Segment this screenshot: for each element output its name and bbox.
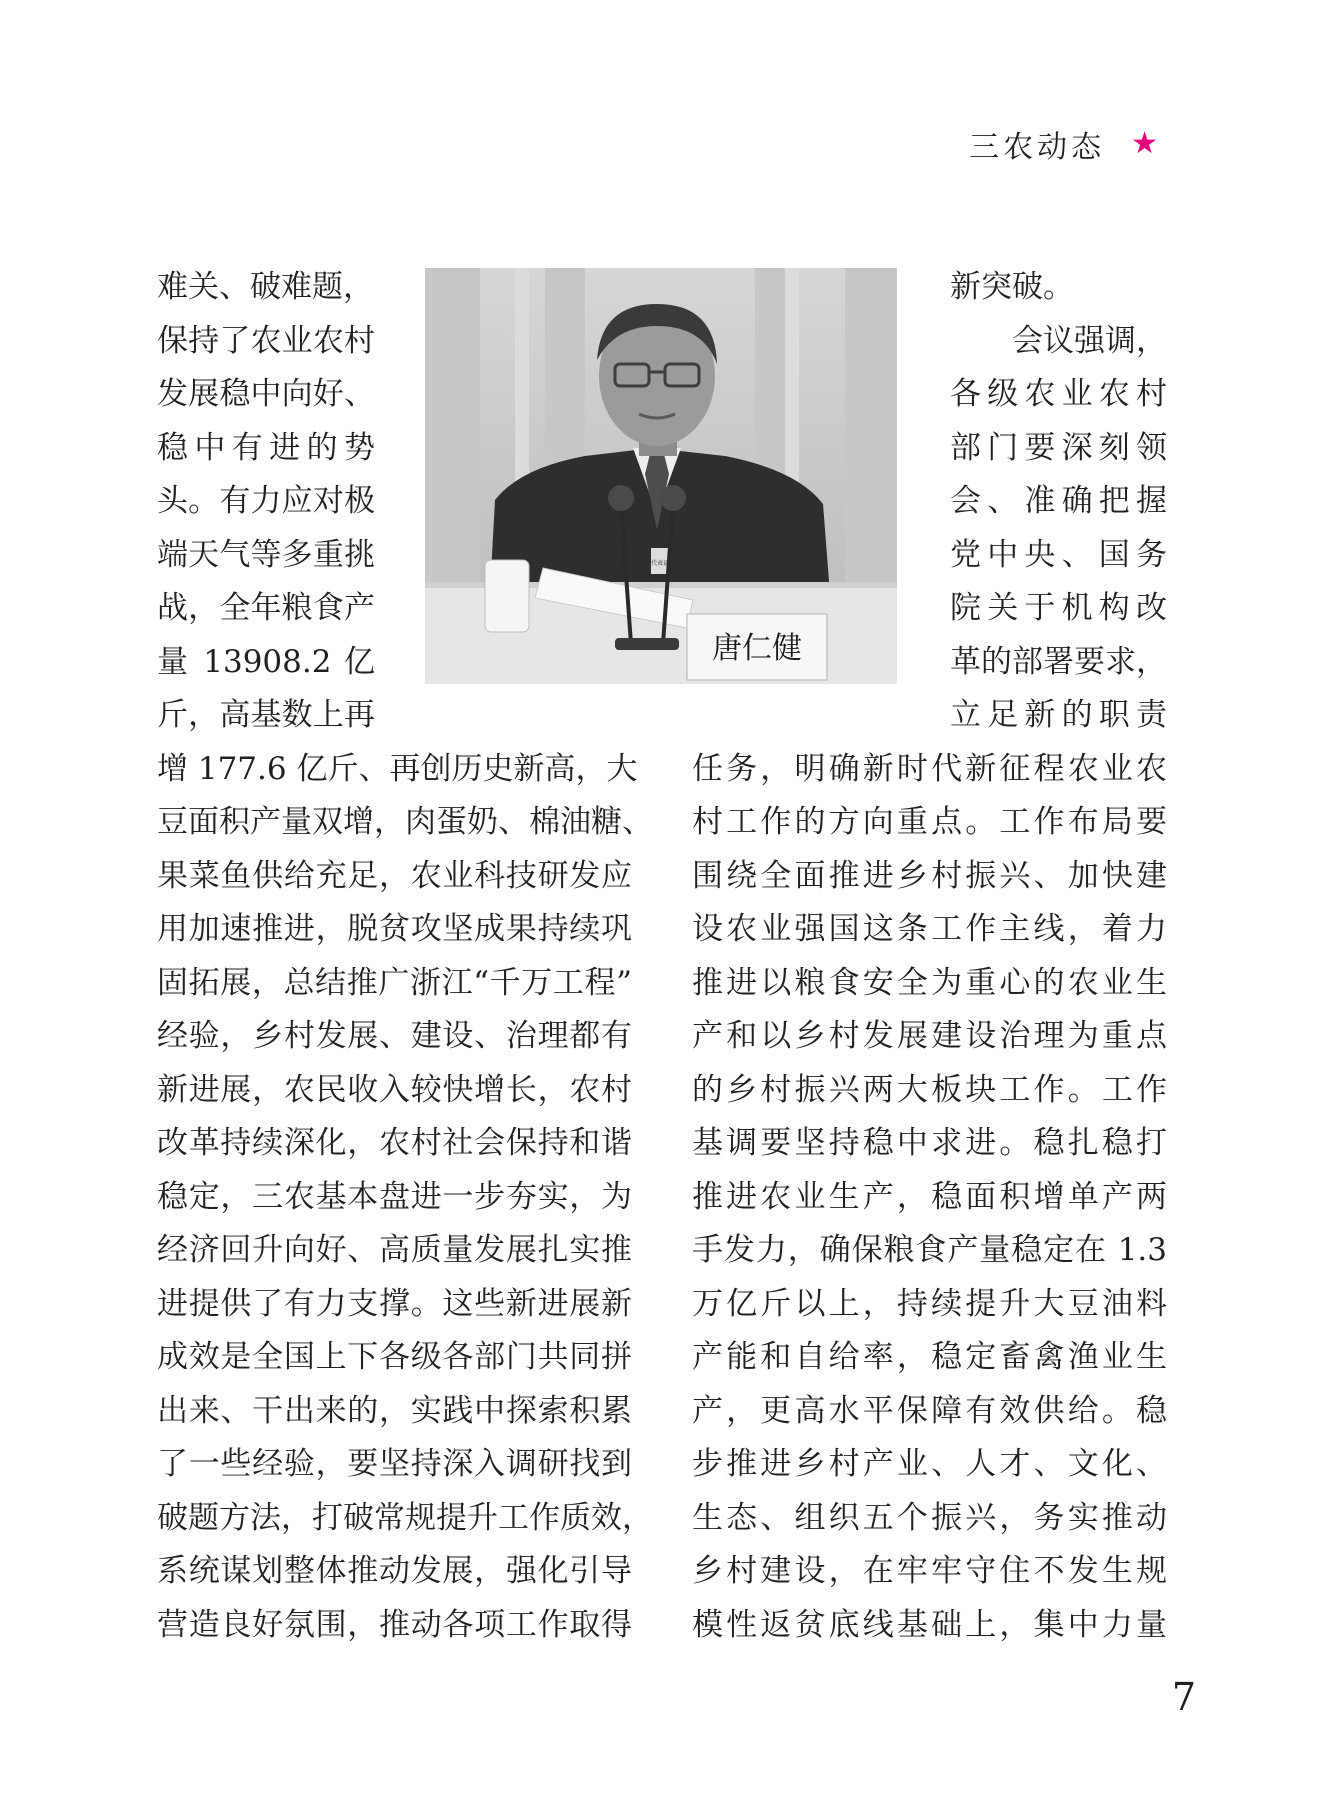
text-line: 生态、组织五个振兴，务实推动: [692, 1499, 1167, 1536]
text-line: 立足新的职责: [950, 697, 1167, 733]
text-line: 手发力，确保粮食产量稳定在 1.3: [692, 1232, 1167, 1268]
text-line: 推进以粮食安全为重心的农业生: [692, 964, 1167, 1001]
text-line: 系统谋划整体推动发展，强化引导: [157, 1553, 632, 1589]
text-line: 了一些经验，要坚持深入调研找到: [157, 1446, 632, 1482]
tea-cup: [485, 560, 529, 632]
text-line: 增 177.6 亿斤、再创历史新高，大: [157, 750, 638, 787]
badge-text: 代表证: [650, 560, 670, 567]
text-line: 产能和自给率，稳定畜禽渔业生: [692, 1339, 1167, 1375]
microphone-base: [615, 638, 679, 650]
text-line: 会议强调，: [1012, 322, 1167, 359]
text-line: 任务，明确新时代新征程农业农: [692, 750, 1167, 787]
text-line: 破题方法，打破常规提升工作质效，: [157, 1499, 653, 1536]
text-line: 会、准确把握: [950, 483, 1167, 519]
text-line: 头。有力应对极: [157, 483, 375, 519]
text-line: 经济回升向好、高质量发展扎实推: [157, 1232, 632, 1268]
text-line: 稳定，三农基本盘进一步夯实，为: [157, 1178, 632, 1215]
text-line: 步推进乡村产业、人才、文化、: [692, 1446, 1167, 1482]
text-line: 各级农业农村: [950, 376, 1167, 412]
text-line: 产和以乡村发展建设治理为重点: [692, 1018, 1167, 1054]
text-line: 经验，乡村发展、建设、治理都有: [157, 1018, 632, 1054]
text-line: 部门要深刻领: [950, 429, 1167, 466]
text-line: 院关于机构改: [950, 590, 1167, 626]
running-header: [969, 122, 1158, 166]
text-line: 斤，高基数上再: [157, 697, 375, 733]
text-line: 改革持续深化，农村社会保持和谐: [157, 1125, 632, 1161]
star-icon: ★: [1131, 126, 1158, 161]
text-line: 发展稳中向好、: [157, 376, 375, 412]
text-line: 设农业强国这条工作主线，着力: [692, 911, 1167, 947]
text-line: 万亿斤以上，持续提升大豆油料: [692, 1285, 1167, 1322]
nameplate-text: 唐仁健: [712, 631, 802, 666]
text-line: 产，更高水平保障有效供给。稳: [692, 1392, 1167, 1429]
text-line: 难关、破难题，: [157, 269, 374, 305]
text-line: 营造良好氛围，推动各项工作取得: [157, 1606, 632, 1643]
text-line: 党中央、国务: [950, 536, 1167, 573]
text-line: 村工作的方向重点。工作布局要: [692, 804, 1167, 840]
text-line: 豆面积产量双增，肉蛋奶、棉油糖、: [157, 804, 653, 840]
photo-illustration: [425, 268, 897, 684]
text-line: 端天气等多重挑: [157, 536, 375, 573]
page-number: 7: [1171, 1675, 1196, 1719]
text-line: 进提供了有力支撑。这些新进展新: [157, 1285, 632, 1322]
text-line: 用加速推进，脱贫攻坚成果持续巩: [157, 911, 632, 947]
text-line: 推进农业生产，稳面积增单产两: [692, 1178, 1167, 1215]
text-line: 的乡村振兴两大板块工作。工作: [692, 1071, 1167, 1108]
text-line: 保持了农业农村: [157, 322, 375, 359]
text-line: 稳中有进的势: [157, 429, 375, 466]
meeting-photo: [425, 268, 897, 684]
section-title: 三农动态: [969, 130, 1106, 165]
text-line: 固拓展，总结推广浙江“千万工程”: [157, 964, 632, 1001]
text-line: 基调要坚持稳中求进。稳扎稳打: [692, 1125, 1167, 1161]
text-line: 模性返贫底线基础上，集中力量: [692, 1606, 1167, 1643]
microphone-head-right: [660, 485, 686, 511]
text-line: 新进展，农民收入较快增长，农村: [157, 1071, 632, 1108]
text-line: 乡村建设，在牢牢守住不发生规: [692, 1553, 1167, 1589]
text-line: 战，全年粮食产: [157, 590, 375, 626]
text-line: 出来、干出来的，实践中探索积累: [157, 1392, 632, 1429]
text-line: 成效是全国上下各级各部门共同拼: [157, 1339, 632, 1375]
microphone-head-left: [608, 485, 634, 511]
text-line: 果菜鱼供给充足，农业科技研发应: [157, 857, 632, 894]
text-line: 新突破。: [950, 269, 1074, 305]
text-line: 革的部署要求，: [950, 643, 1167, 680]
text-line: 围绕全面推进乡村振兴、加快建: [692, 857, 1167, 894]
text-line: 量 13908.2 亿: [157, 643, 375, 680]
